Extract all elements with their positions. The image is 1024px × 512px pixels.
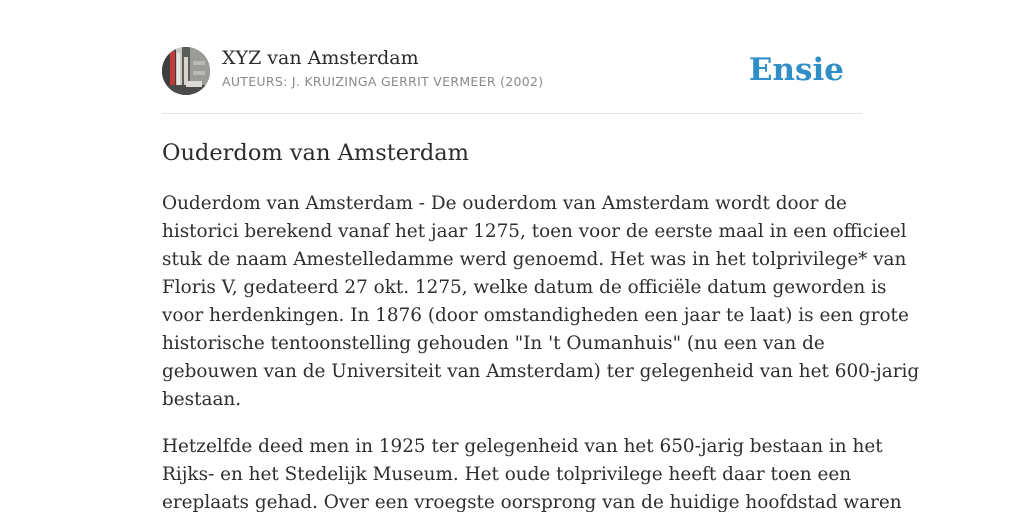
book-title[interactable]: XYZ van Amsterdam xyxy=(222,47,419,69)
paragraph-line: ereplaats gehad. Over een vroegste oorsprong van de huidige hoofdstad waren xyxy=(162,492,902,512)
paragraph-line: stuk de naam Amestelledamme werd genoemd. Het was in het tolprivilege* van xyxy=(162,249,907,270)
book-authors: AUTEURS: J. KRUIZINGA GERRIT VERMEER (2002) xyxy=(222,74,544,89)
ensie-logo-link[interactable]: Ensie xyxy=(748,52,844,88)
paragraph-line: gebouwen van de Universiteit van Amsterdam) ter gelegenheid van het 600-jarig xyxy=(162,361,920,382)
paragraph-line: bestaan. xyxy=(162,389,242,410)
paragraph-line: Hetzelfde deed men in 1925 ter gelegenheid van het 650-jarig bestaan in het xyxy=(162,436,883,457)
paragraph-line: Rijks- en het Stedelijk Museum. Het oude tolprivilege heeft daar toen een xyxy=(162,464,852,485)
book-cover-avatar[interactable] xyxy=(162,47,210,95)
article-paragraph-2 xyxy=(162,433,902,512)
paragraph-line: historische tentoonstelling gehouden "In 't Oumanhuis" (nu een van de xyxy=(162,333,825,354)
article-paragraph-1 xyxy=(162,190,920,414)
paragraph-line: voor herdenkingen. In 1876 (door omstandigheden een jaar te laat) is een grote xyxy=(162,305,909,326)
book-header xyxy=(162,46,862,96)
header-divider xyxy=(162,113,862,114)
article-body xyxy=(162,190,920,512)
book-cover-image xyxy=(162,47,210,95)
paragraph-line: Floris V, gedateerd 27 okt. 1275, welke datum de officiële datum geworden is xyxy=(162,277,887,298)
paragraph-line: Ouderdom van Amsterdam - De ouderdom van Amsterdam wordt door de xyxy=(162,193,847,214)
paragraph-line: historici berekend vanaf het jaar 1275, toen voor de eerste maal in een officieel xyxy=(162,221,907,242)
article-title: Ouderdom van Amsterdam xyxy=(162,140,470,166)
